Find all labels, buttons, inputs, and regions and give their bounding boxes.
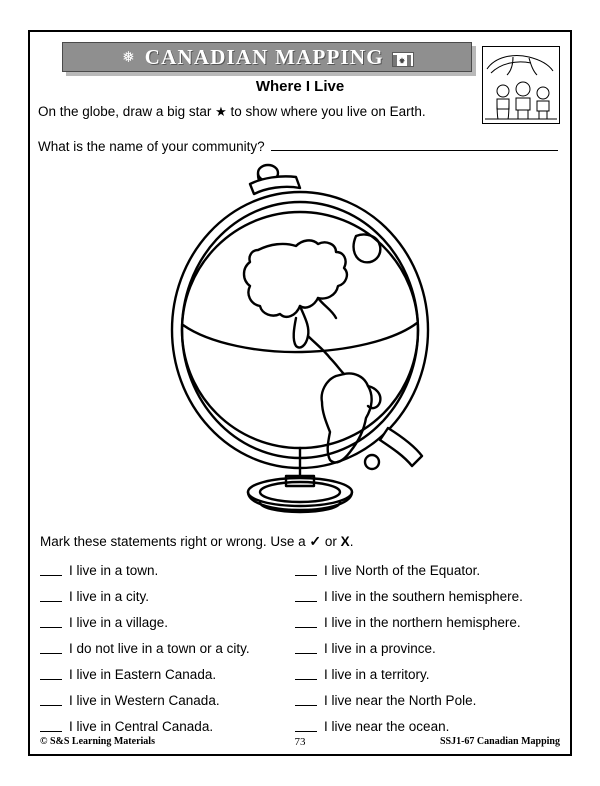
community-question-label: What is the name of your community? bbox=[38, 139, 265, 154]
list-item[interactable] bbox=[40, 661, 295, 687]
globe-instruction bbox=[38, 104, 498, 120]
page-number: 73 bbox=[294, 736, 306, 748]
statement-label: I live in a town. bbox=[69, 562, 159, 578]
answer-blank[interactable] bbox=[40, 591, 62, 602]
globe-illustration[interactable] bbox=[150, 160, 450, 520]
answer-blank[interactable] bbox=[40, 669, 62, 680]
list-item[interactable] bbox=[40, 557, 295, 583]
list-item[interactable] bbox=[40, 583, 295, 609]
list-item[interactable] bbox=[40, 635, 295, 661]
statement-label: I live North of the Equator. bbox=[324, 562, 481, 578]
answer-blank[interactable] bbox=[295, 617, 317, 628]
answer-blank[interactable] bbox=[295, 565, 317, 576]
statement-list bbox=[40, 557, 550, 739]
header-banner bbox=[62, 42, 472, 72]
answer-blank[interactable] bbox=[295, 669, 317, 680]
statement-label: I live in a province. bbox=[324, 640, 436, 656]
list-item[interactable] bbox=[295, 583, 550, 609]
answer-blank[interactable] bbox=[40, 617, 62, 628]
check-icon: ✓ bbox=[309, 533, 322, 549]
statement-label: I live in a territory. bbox=[324, 666, 430, 682]
mark-instruction-or: or bbox=[324, 534, 337, 549]
instruction-text-before: On the globe, draw a big star bbox=[38, 104, 212, 119]
answer-blank[interactable] bbox=[295, 591, 317, 602]
answer-blank[interactable] bbox=[295, 695, 317, 706]
answer-blank[interactable] bbox=[40, 643, 62, 654]
instruction-text-after: to show where you live on Earth. bbox=[230, 104, 426, 119]
answer-blank[interactable] bbox=[40, 695, 62, 706]
product-code: SSJ1-67 Canadian Mapping bbox=[439, 736, 560, 747]
list-item[interactable] bbox=[295, 635, 550, 661]
x-icon: X bbox=[340, 534, 350, 549]
statement-label: I live in Central Canada. bbox=[69, 718, 214, 734]
answer-blank[interactable] bbox=[295, 721, 317, 732]
answer-blank[interactable] bbox=[295, 643, 317, 654]
statement-label: I live near the North Pole. bbox=[324, 692, 477, 708]
answer-blank[interactable] bbox=[40, 565, 62, 576]
canadian-flag-icon bbox=[392, 52, 414, 67]
community-answer-input[interactable] bbox=[271, 137, 558, 151]
mark-instruction-suffix: . bbox=[349, 534, 354, 549]
list-item[interactable] bbox=[40, 687, 295, 713]
flag-svg bbox=[393, 55, 411, 66]
banner-title: CANADIAN MAPPING bbox=[144, 44, 384, 69]
copyright-text: © S&S Learning Materials bbox=[40, 736, 155, 747]
globe-svg[interactable] bbox=[150, 160, 450, 520]
statement-label: I do not live in a town or a city. bbox=[69, 640, 250, 656]
maple-leaf-icon: ❅ bbox=[122, 48, 135, 66]
list-item[interactable] bbox=[295, 609, 550, 635]
community-question-row bbox=[38, 137, 558, 154]
mark-instruction-prefix: Mark these statements right or wrong. Use a bbox=[40, 534, 306, 549]
list-item[interactable] bbox=[295, 687, 550, 713]
list-item[interactable] bbox=[40, 609, 295, 635]
statement-label: I live near the ocean. bbox=[324, 718, 450, 734]
statement-label: I live in Western Canada. bbox=[69, 692, 220, 708]
statement-label: I live in a city. bbox=[69, 588, 150, 604]
answer-blank[interactable] bbox=[40, 721, 62, 732]
statement-label: I live in the northern hemisphere. bbox=[324, 614, 521, 630]
statement-label: I live in Eastern Canada. bbox=[69, 666, 217, 682]
statement-label: I live in a village. bbox=[69, 614, 169, 630]
mark-instruction bbox=[40, 533, 353, 550]
page-title: Where I Live bbox=[255, 78, 345, 95]
page-footer bbox=[40, 736, 560, 748]
list-item[interactable] bbox=[295, 661, 550, 687]
statement-label: I live in the southern hemisphere. bbox=[324, 588, 523, 604]
list-item[interactable] bbox=[295, 557, 550, 583]
star-icon: ★ bbox=[215, 104, 227, 119]
